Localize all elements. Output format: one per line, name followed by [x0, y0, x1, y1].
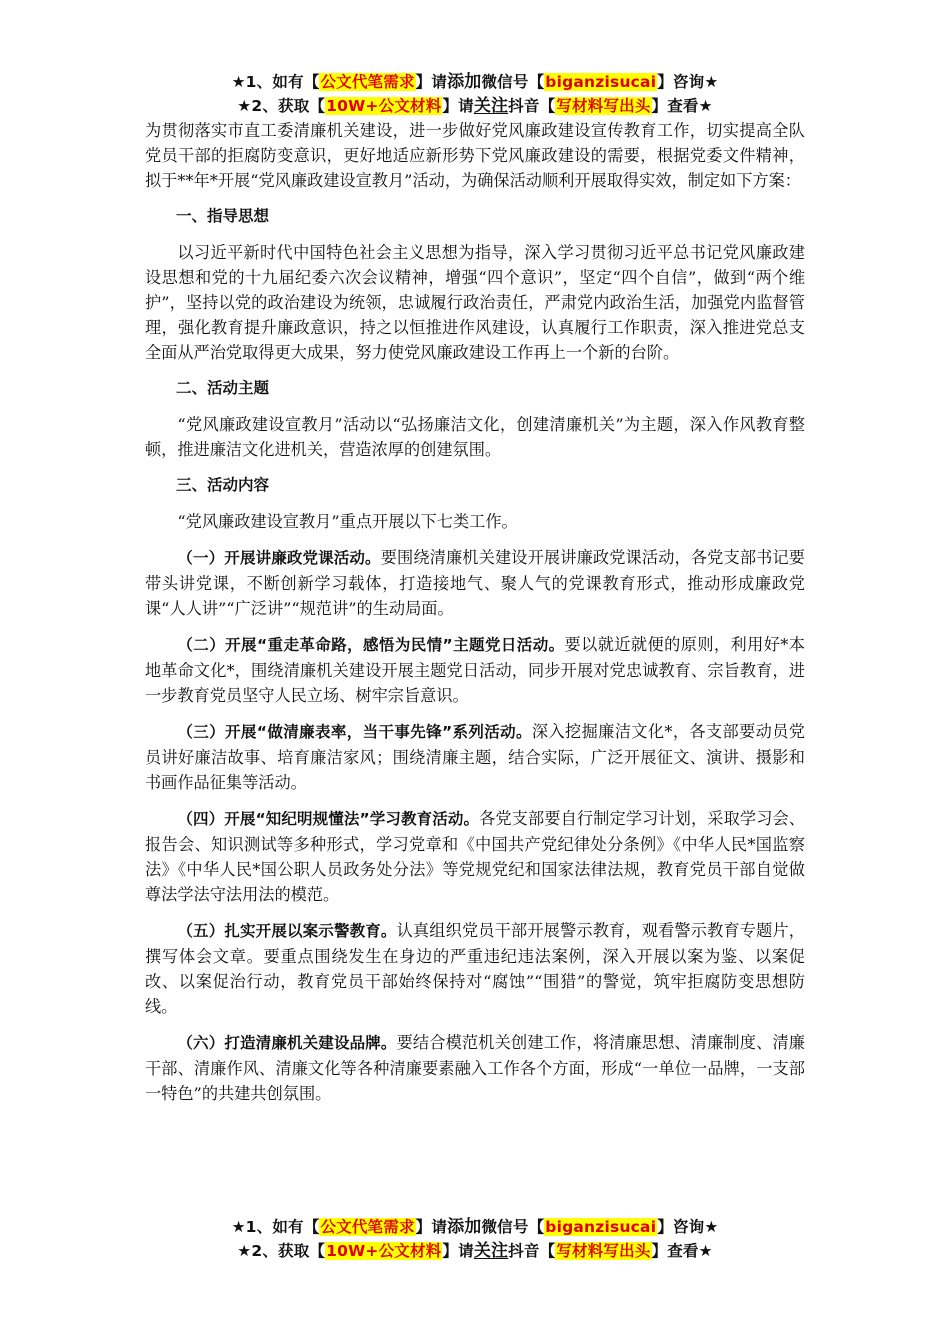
section-heading-1: 一、指导思想 — [176, 207, 270, 225]
highlight-wechat-id: biganzisucai — [545, 73, 657, 91]
list-item: （二）开展“重走革命路，感悟为民情”主题党日活动。要以就近就便的原则，利用好*本地革命文化*，围绕清廉机关建设开展主题党日活动，同步开展对党忠诚教育、宗旨教育，进一步教育党员坚守人民立场、树牢宗旨意识。 — [145, 635, 805, 705]
promo-banner-bottom — [0, 1215, 950, 1263]
highlight-materials: 10W+公文材料 — [326, 1242, 442, 1260]
highlight-service: 公文代笔需求 — [320, 1218, 415, 1236]
promo-line-2: ★2、获取【10W+公文材料】请关注抖音【写材料写出头】查看★ — [237, 96, 713, 116]
list-item: （三）开展“做清廉表率，当干事先锋”系列活动。深入挖掘廉洁文化*，各支部要动员党员讲好廉洁故事、培育廉洁家风；围绕清廉主题，结合实际，广泛开展征文、演讲、摄影和书画作品征集等活动。 — [145, 722, 805, 792]
paragraph-guiding-thought: 以习近平新时代中国特色社会主义思想为指导，深入学习贯彻习近平总书记党风廉政建设思想和党的十九届纪委六次会议精神，增强“四个意识”，坚定“四个自信”，做到“两个维护”，坚持以党的政治建设为统领，忠诚履行政治责任，严肃党内政治生活，加强党内监督管理，强化教育提升廉政意识，持之以恒推进作风建设，认真履行工作职责，深入推进党总支全面从严治党取得更大成果，努力使党风廉政建设工作再上一个新的台阶。 — [145, 243, 805, 362]
promo-banner-top — [0, 70, 950, 118]
highlight-wechat-id: biganzisucai — [545, 1218, 657, 1236]
paragraph-content-intro: “党风廉政建设宣教月”重点开展以下七类工作。 — [177, 512, 518, 531]
document-body — [145, 118, 805, 1117]
section-heading-2: 二、活动主题 — [176, 379, 270, 397]
highlight-douyin: 写材料写出头 — [556, 97, 651, 115]
section-heading-3: 三、活动内容 — [176, 476, 270, 494]
highlight-service: 公文代笔需求 — [320, 73, 415, 91]
list-item: （一）开展讲廉政党课活动。要围绕清廉机关建设开展讲廉政党课活动，各党支部书记要带头讲党课，不断创新学习载体，打造接地气、聚人气的党课教育形式，推动形成廉政党课“人人讲”“广泛讲”“规范讲”的生动局面。 — [145, 548, 805, 618]
promo-line-1: ★1、如有【公文代笔需求】请添加微信号【biganzisucai】咨询★ — [231, 1217, 719, 1237]
list-item: （四）开展“知纪明规懂法”学习教育活动。各党支部要自行制定学习计划，采取学习会、报告会、知识测试等多种形式，学习党章和《中国共产党纪律处分条例》《中华人民*国监察法》《中华人民*国公职人员政务处分法》等党规党纪和国家法律法规，教育党员干部自觉做尊法学法守法用法的模范。 — [145, 809, 805, 904]
highlight-douyin: 写材料写出头 — [556, 1242, 651, 1260]
highlight-materials: 10W+公文材料 — [326, 97, 442, 115]
intro-paragraph: 为贯彻落实市直工委清廉机关建设，进一步做好党风廉政建设宣传教育工作，切实提高全队党员干部的拒腐防变意识，更好地适应新形势下党风廉政建设的需要，根据党委文件精神，拟于**年*开展“党风廉政建设宣教月”活动，为确保活动顺利开展取得实效，制定如下方案： — [145, 121, 805, 190]
list-item: （六）打造清廉机关建设品牌。要结合模范机关创建工作，将清廉思想、清廉制度、清廉干部、清廉作风、清廉文化等各种清廉要素融入工作各个方面，形成“一单位一品牌，一支部一特色”的共建共创氛围。 — [145, 1033, 805, 1103]
promo-line-1: ★1、如有【公文代笔需求】请添加微信号【biganzisucai】咨询★ — [231, 72, 719, 92]
paragraph-theme: “党风廉政建设宣教月”活动以“弘扬廉洁文化，创建清廉机关”为主题，深入作风教育整顿，推进廉洁文化进机关，营造浓厚的创建氛围。 — [145, 415, 805, 459]
promo-line-2: ★2、获取【10W+公文材料】请关注抖音【写材料写出头】查看★ — [237, 1241, 713, 1261]
list-item: （五）扎实开展以案示警教育。认真组织党员干部开展警示教育，观看警示教育专题片，撰写体会文章。要重点围绕发生在身边的严重违纪违法案例，深入开展以案为鉴、以案促改、以案促治行动，教育党员干部始终保持对“腐蚀”“围猎”的警觉，筑牢拒腐防变思想防线。 — [145, 921, 805, 1016]
